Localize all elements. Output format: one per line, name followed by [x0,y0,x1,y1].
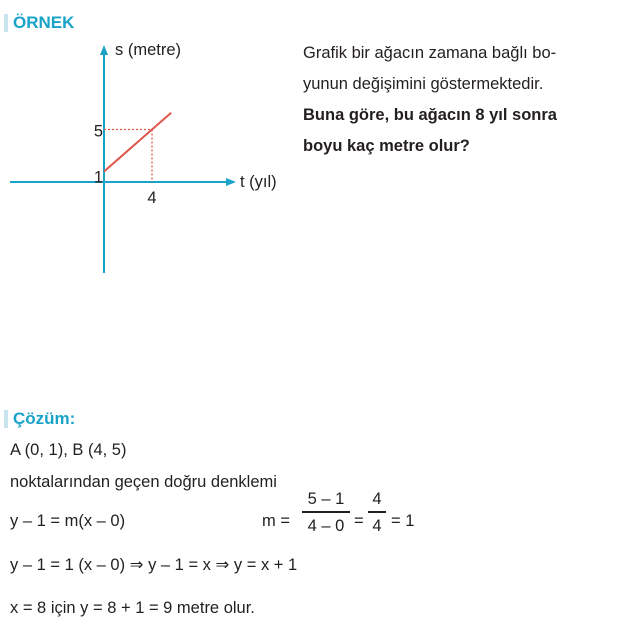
fraction-1-bar [302,511,350,513]
fraction-2-denominator: 4 [372,516,382,535]
fraction-2-numerator: 4 [372,490,382,508]
question-bold-line-1: Buna göre, bu ağacın 8 yıl sonra [303,106,557,124]
equation-1-result: = 1 [391,512,415,530]
heading-accent-bar [4,410,8,428]
fraction-2-bar [368,511,386,513]
series-line [104,113,171,172]
fraction-1 [302,489,350,536]
x-axis-label: t (yıl) [240,173,277,191]
equation-1-m: m = [262,512,290,530]
solution-title: Çözüm: [13,409,76,428]
equation-2: y – 1 = 1 (x – 0) ⇒ y – 1 = x ⇒ y = x + 1 [10,556,298,574]
y-tick-label-5: 5 [93,122,103,141]
x-tick-label-4: 4 [147,189,157,207]
y-axis-label: s (metre) [115,41,181,59]
fraction-2 [368,489,386,536]
heading-accent-bar [4,14,8,32]
fraction-1-numerator: 5 – 1 [307,490,345,508]
solution-line-1: A (0, 1), B (4, 5) [10,441,127,459]
growth-chart [0,35,300,315]
example-title: ÖRNEK [13,13,75,32]
question-line-2: yunun değişimini göstermektedir. [303,75,544,93]
question-bold-line-2: boyu kaç metre olur? [303,137,470,155]
equation-3: x = 8 için y = 8 + 1 = 9 metre olur. [10,599,255,617]
question-line-1: Grafik bir ağacın zamana bağlı bo- [303,44,557,62]
equation-1-left: y – 1 = m(x – 0) [10,512,126,530]
solution-line-2: noktalarından geçen doğru denklemi [10,473,277,491]
equation-1-equals: = [354,512,364,530]
solution-heading [13,409,75,429]
fraction-1-denominator: 4 – 0 [307,516,345,535]
y-tick-label-1: 1 [93,168,103,187]
example-heading [13,13,74,33]
